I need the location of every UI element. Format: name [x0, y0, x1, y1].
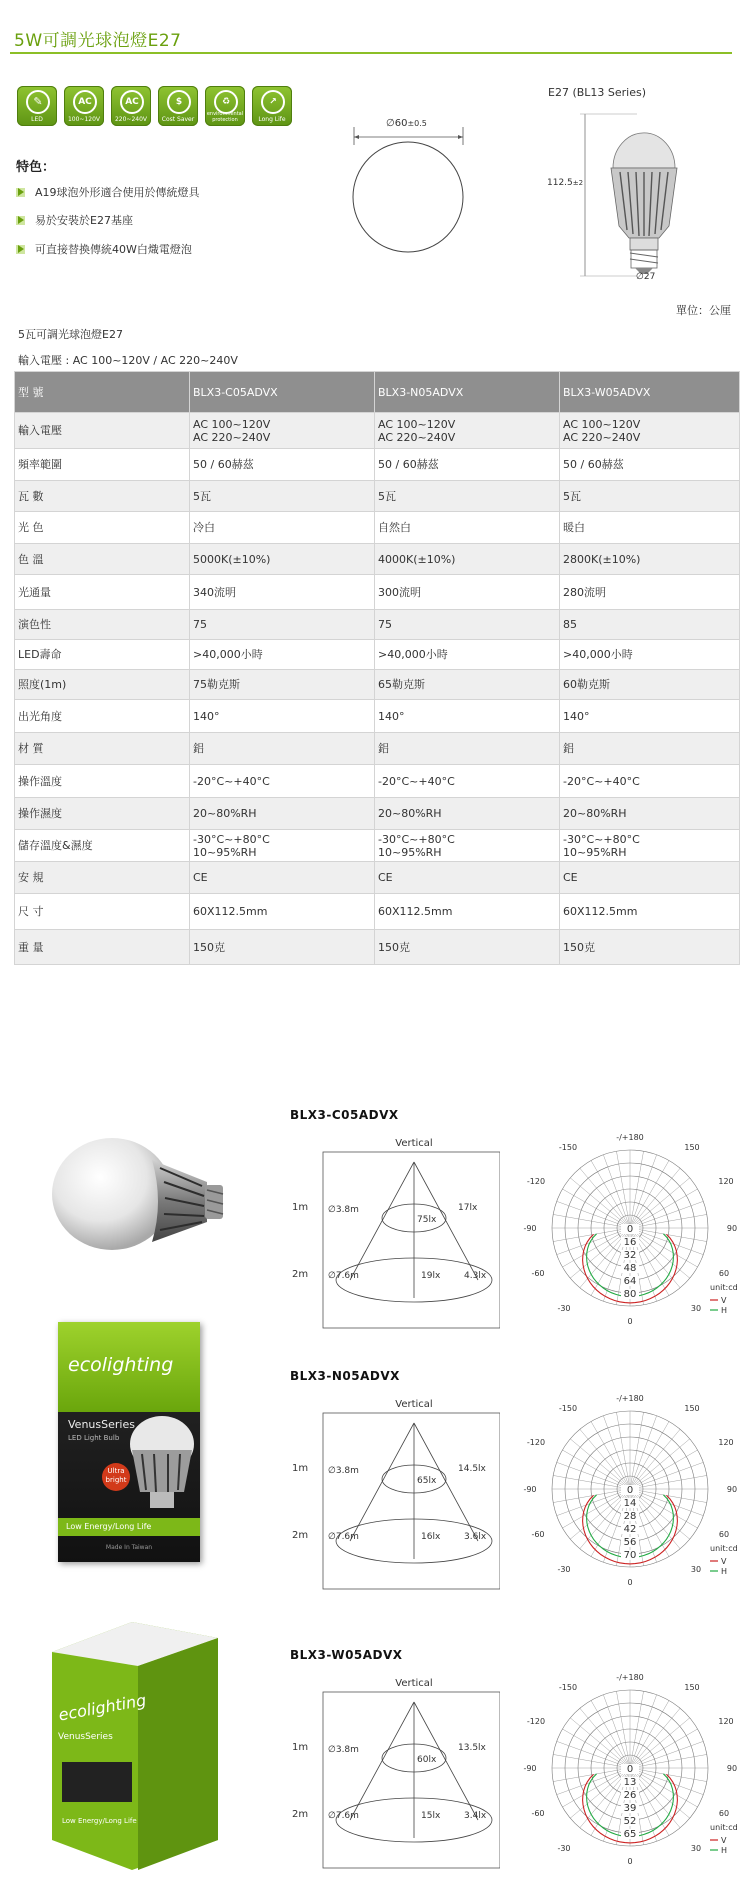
spec-cell [560, 930, 740, 965]
spec-row [15, 700, 740, 733]
spec-cell [190, 512, 375, 544]
arrow-bullet-icon [16, 245, 25, 254]
angle-label: -90 [523, 1224, 537, 1233]
spec-row-label: 儲存溫度&濕度 [15, 830, 190, 862]
spec-header-label: 型 號 [15, 372, 190, 413]
spec-cell-line: 20~80%RH [193, 807, 257, 820]
tagline-angled: Low Energy/Long Life [62, 1817, 137, 1825]
spec-row [15, 544, 740, 575]
spec-cell [190, 930, 375, 965]
spec-cell-line: 10~95%RH [193, 845, 257, 859]
model-title: BLX3-W05ADVX [290, 1648, 403, 1662]
spec-cell-line: 自然白 [378, 521, 411, 534]
angle-label: -30 [557, 1844, 571, 1853]
ring-value-label: 14 [623, 1498, 637, 1509]
spec-row-label: 重 量 [15, 930, 190, 965]
spec-row [15, 894, 740, 930]
angle-label: -30 [557, 1565, 571, 1574]
badge-label: 220~240V [114, 116, 148, 123]
spec-cell-line: 4000K(±10%) [378, 552, 456, 566]
spec-cell-line: 5瓦 [193, 489, 211, 503]
spec-cell-line: 75勒克斯 [193, 678, 240, 691]
angle-label: 90 [726, 1224, 738, 1233]
ring-value-label: 0 [626, 1764, 634, 1775]
spec-cell-line: 5瓦 [563, 489, 581, 503]
series-name: VenusSeries [68, 1418, 135, 1431]
angle-label: 60 [718, 1530, 730, 1539]
spec-cell [190, 610, 375, 640]
spec-row-label: 安 規 [15, 862, 190, 894]
spec-cell-line: 150克 [563, 940, 595, 954]
ring-value-label: 0 [626, 1485, 634, 1496]
base-diameter-label: ∅27 [636, 272, 656, 282]
edge-lux-1m: 14.5lx [458, 1464, 486, 1474]
spec-cell [190, 830, 375, 862]
center-lux-1m: 65lx [417, 1476, 437, 1486]
circle-diameter-1m: ∅3.8m [328, 1745, 359, 1755]
spec-cell-line: 10~95%RH [378, 845, 442, 859]
distance-1m-label: 1m [292, 1742, 309, 1753]
center-lux-2m: 15lx [421, 1811, 441, 1821]
center-lux-1m: 75lx [417, 1215, 437, 1225]
spec-cell [375, 544, 560, 575]
angle-label: 60 [718, 1809, 730, 1818]
ring-value-label: 56 [623, 1537, 637, 1548]
model-title: BLX3-N05ADVX [290, 1369, 400, 1383]
legend-h-label: H [721, 1567, 728, 1576]
spec-cell-line: 5000K(±10%) [193, 552, 271, 566]
angle-label: -150 [558, 1683, 578, 1692]
spec-row [15, 670, 740, 700]
spec-cell-line: CE [193, 871, 208, 884]
spec-cell-line: 75 [378, 618, 392, 631]
angle-label: 150 [684, 1404, 700, 1413]
spec-cell-line: 140° [563, 709, 590, 723]
features-title: 特色： [16, 160, 56, 175]
spec-row-label: 尺 寸 [15, 894, 190, 930]
circle-diameter-1m: ∅3.8m [328, 1466, 359, 1476]
angle-label: 150 [684, 1683, 700, 1692]
spec-table [14, 371, 740, 965]
center-lux-2m: 16lx [421, 1532, 441, 1542]
angle-label: -/+180 [616, 1133, 644, 1142]
product-box-angled [42, 1612, 218, 1870]
spec-cell [190, 765, 375, 798]
ring-value-label: 28 [623, 1511, 637, 1522]
legend-h-label: H [721, 1846, 728, 1855]
ring-value-label: 42 [623, 1524, 637, 1535]
spec-row-label: 光通量 [15, 575, 190, 610]
legend-v-label: V [721, 1296, 727, 1305]
ring-value-label: 16 [623, 1237, 637, 1248]
box-bulb-image [124, 1414, 198, 1514]
spec-cell-line: -30°C~+80°C [193, 832, 270, 846]
feature-badges [17, 86, 292, 126]
spec-cell [190, 640, 375, 670]
spec-row [15, 733, 740, 765]
product-name: LED Light Bulb [68, 1434, 120, 1442]
spec-row [15, 449, 740, 481]
circle-diameter-2m: ∅7.6m [328, 1532, 359, 1542]
spec-cell-line: 暖白 [563, 521, 585, 534]
spec-cell-line: -20°C~+40°C [193, 774, 270, 788]
series-name-angled: VenusSeries [58, 1732, 113, 1742]
spec-cell-line: 50 / 60赫茲 [193, 458, 254, 471]
spec-cell [375, 894, 560, 930]
distance-1m-label: 1m [292, 1463, 309, 1474]
spec-cell [375, 733, 560, 765]
long-life-icon: ↗ Long Life [252, 86, 292, 126]
angle-label: -60 [531, 1530, 545, 1539]
ring-value-label: 13 [623, 1777, 637, 1788]
angle-label: 0 [627, 1857, 633, 1866]
spec-row-label: 輸入電壓 [15, 413, 190, 449]
spec-cell-line: 340流明 [193, 585, 236, 599]
spec-cell-line: 50 / 60赫茲 [378, 458, 439, 471]
spec-row [15, 830, 740, 862]
spec-cell [375, 862, 560, 894]
feature-item: 易於安裝於E27基座 [16, 212, 133, 228]
spec-cell [375, 830, 560, 862]
angle-label: 0 [627, 1578, 633, 1587]
spec-cell [560, 575, 740, 610]
spec-cell [560, 449, 740, 481]
spec-cell-line: -20°C~+40°C [563, 774, 640, 788]
spec-cell-line: 冷白 [193, 521, 215, 534]
circle-diameter-2m: ∅7.6m [328, 1271, 359, 1281]
spec-cell-line: 鋁 [563, 742, 574, 755]
spec-cell-line: >40,000小時 [378, 648, 448, 661]
spec-cell-line: AC 220~240V [563, 430, 641, 444]
spec-cell [375, 640, 560, 670]
spec-cell [560, 733, 740, 765]
spec-cell-line: >40,000小時 [563, 648, 633, 661]
spec-cell-line: 50 / 60赫茲 [563, 458, 624, 471]
angle-label: -120 [526, 1717, 546, 1726]
spec-cell [560, 765, 740, 798]
height-label: 112.5±2 [547, 178, 584, 188]
spec-row [15, 481, 740, 512]
spec-row-label: 瓦 數 [15, 481, 190, 512]
ac-icon: AC 220~240V [111, 86, 151, 126]
spec-row [15, 413, 740, 449]
spec-cell-line: 140° [193, 709, 220, 723]
center-lux-1m: 60lx [417, 1755, 437, 1765]
spec-row-label: 頻率範圍 [15, 449, 190, 481]
ring-value-label: 48 [623, 1263, 637, 1274]
ring-value-label: 26 [623, 1790, 637, 1801]
spec-cell-line: 鋁 [193, 742, 204, 755]
distance-1m-label: 1m [292, 1202, 309, 1213]
spec-header-row [15, 372, 740, 413]
feature-item: 可直接替換傳統40W白熾電燈泡 [16, 241, 192, 257]
spec-cell-line: 140° [378, 709, 405, 723]
spec-header-model: BLX3-N05ADVX [375, 372, 560, 413]
spec-row [15, 765, 740, 798]
spec-cell [560, 640, 740, 670]
spec-cell-line: 150克 [378, 940, 410, 954]
spec-cell [190, 798, 375, 830]
badge-label: Cost Saver [161, 116, 195, 123]
made-in: Made In Taiwan [105, 1544, 153, 1551]
bulb-photo [42, 1130, 227, 1255]
angle-label: 60 [718, 1269, 730, 1278]
spec-row [15, 512, 740, 544]
ring-value-label: 65 [623, 1829, 637, 1840]
angle-label: -120 [526, 1438, 546, 1447]
angle-label: 30 [690, 1844, 702, 1853]
edge-lux-2m: 4.3lx [464, 1271, 487, 1281]
ring-value-label: 80 [623, 1289, 637, 1300]
spec-row [15, 798, 740, 830]
spec-cell [190, 575, 375, 610]
spec-cell [560, 481, 740, 512]
vertical-label: Vertical [395, 1138, 433, 1149]
spec-cell-line: 150克 [193, 940, 225, 954]
edge-lux-1m: 17lx [458, 1203, 478, 1213]
angle-label: -150 [558, 1143, 578, 1152]
spec-cell [560, 894, 740, 930]
spec-cell [190, 733, 375, 765]
angle-label: -150 [558, 1404, 578, 1413]
spec-row-label: 出光角度 [15, 700, 190, 733]
spec-cell-line: 60X112.5mm [193, 905, 268, 918]
spec-row-label: 光 色 [15, 512, 190, 544]
angle-label: -120 [526, 1177, 546, 1186]
diameter-label: ∅60±0.5 [386, 118, 427, 129]
spec-cell [375, 449, 560, 481]
tagline: Low Energy/Long Life [58, 1518, 200, 1536]
angle-label: -90 [523, 1764, 537, 1773]
spec-cell [375, 575, 560, 610]
vertical-label: Vertical [395, 1678, 433, 1689]
spec-row-label: LED壽命 [15, 640, 190, 670]
spec-cell [375, 413, 560, 449]
spec-row-label: 照度(1m) [15, 670, 190, 700]
center-lux-2m: 19lx [421, 1271, 441, 1281]
spec-row [15, 575, 740, 610]
spec-cell [375, 765, 560, 798]
spec-cell-line: 280流明 [563, 585, 606, 599]
spec-caption: 5瓦可調光球泡燈E27 [18, 328, 123, 341]
spec-cell-line: 60X112.5mm [378, 905, 453, 918]
angle-label: 150 [684, 1143, 700, 1152]
feature-item: A19球泡外形適合使用於傳統燈具 [16, 184, 200, 200]
page-title: 5W可調光球泡燈E27 [14, 31, 182, 51]
spec-cell-line: 2800K(±10%) [563, 552, 641, 566]
spec-cell [190, 894, 375, 930]
spec-cell [560, 862, 740, 894]
spec-cell [375, 610, 560, 640]
ring-value-label: 39 [623, 1803, 637, 1814]
spec-cell [190, 862, 375, 894]
spec-cell-line: -30°C~+80°C [563, 832, 640, 846]
badge-label: LED [31, 116, 43, 123]
spec-row [15, 930, 740, 965]
edge-lux-2m: 3.6lx [464, 1532, 487, 1542]
spec-cell [560, 544, 740, 575]
unit-label: unit:cd [710, 1283, 738, 1292]
illuminance-cone-diagram [280, 1670, 500, 1870]
environmental-icon: ♻ environmental protection [205, 86, 245, 126]
arrow-bullet-icon [16, 216, 25, 225]
angle-label: -60 [531, 1809, 545, 1818]
spec-cell-line: CE [378, 871, 393, 884]
angle-label: 90 [726, 1764, 738, 1773]
badge-label: environmental protection [206, 111, 244, 123]
ring-value-label: 52 [623, 1816, 637, 1827]
spec-cell-line: AC 100~120V [193, 417, 271, 431]
ring-value-label: 32 [623, 1250, 637, 1261]
spec-cell [190, 413, 375, 449]
spec-cell-line: AC 220~240V [378, 430, 456, 444]
spec-cell [375, 930, 560, 965]
title-divider [10, 52, 732, 54]
unit-label: unit:cd [710, 1823, 738, 1832]
angle-label: -60 [531, 1269, 545, 1278]
spec-cell [375, 512, 560, 544]
spec-cell-line: AC 100~120V [563, 417, 641, 431]
spec-header-model: BLX3-C05ADVX [190, 372, 375, 413]
angle-label: 30 [690, 1565, 702, 1574]
spec-row-label: 操作濕度 [15, 798, 190, 830]
led-pencil-icon: ✎ LED [17, 86, 57, 126]
ring-value-label: 0 [626, 1224, 634, 1235]
spec-cell [375, 700, 560, 733]
badge-label: 100~120V [67, 116, 101, 123]
spec-cell-line: 20~80%RH [563, 807, 627, 820]
spec-row-label: 操作溫度 [15, 765, 190, 798]
spec-cell-line: -30°C~+80°C [378, 832, 455, 846]
spec-cell [560, 670, 740, 700]
spec-cell-line: AC 100~120V [378, 417, 456, 431]
legend-v-label: V [721, 1836, 727, 1845]
spec-cell [560, 700, 740, 733]
spec-cell-line: 300流明 [378, 585, 421, 599]
input-voltage-caption: 輸入電壓 : AC 100~120V / AC 220~240V [18, 354, 238, 367]
spec-cell-line: 65勒克斯 [378, 678, 425, 691]
ultra-bright-badge: Ultra bright [102, 1463, 130, 1491]
spec-cell [190, 670, 375, 700]
spec-row-label: 演色性 [15, 610, 190, 640]
spec-row [15, 862, 740, 894]
distance-2m-label: 2m [292, 1530, 309, 1541]
polar-intensity-chart [520, 1668, 740, 1868]
spec-row-label: 色 溫 [15, 544, 190, 575]
ring-value-label: 70 [623, 1550, 637, 1561]
angle-label: 120 [718, 1177, 734, 1186]
ac-icon: AC 100~120V [64, 86, 104, 126]
spec-cell [190, 449, 375, 481]
polar-intensity-chart [520, 1128, 740, 1328]
spec-cell [375, 798, 560, 830]
illuminance-cone-diagram [280, 1391, 500, 1591]
angle-label: 0 [627, 1317, 633, 1326]
spec-cell [190, 481, 375, 512]
spec-cell-line: 75 [193, 618, 207, 631]
angle-label: -/+180 [616, 1673, 644, 1682]
edge-lux-2m: 3.4lx [464, 1811, 487, 1821]
spec-cell [375, 670, 560, 700]
spec-cell-line: CE [563, 871, 578, 884]
spec-cell [560, 798, 740, 830]
circle-diameter-1m: ∅3.8m [328, 1205, 359, 1215]
spec-cell-line: 20~80%RH [378, 807, 442, 820]
angle-label: 120 [718, 1717, 734, 1726]
spec-cell-line: AC 220~240V [193, 430, 271, 444]
spec-cell [375, 481, 560, 512]
spec-cell-line: 60勒克斯 [563, 678, 610, 691]
circle-diameter-2m: ∅7.6m [328, 1811, 359, 1821]
distance-2m-label: 2m [292, 1809, 309, 1820]
spec-cell-line: 鋁 [378, 742, 389, 755]
ring-value-label: 64 [623, 1276, 637, 1287]
spec-header-model: BLX3-W05ADVX [560, 372, 740, 413]
spec-cell [560, 830, 740, 862]
vertical-label: Vertical [395, 1399, 433, 1410]
polar-intensity-chart [520, 1389, 740, 1589]
edge-lux-1m: 13.5lx [458, 1743, 486, 1753]
spec-row [15, 610, 740, 640]
angle-label: 90 [726, 1485, 738, 1494]
spec-cell-line: >40,000小時 [193, 648, 263, 661]
unit-note: 單位：公厘 [676, 304, 731, 317]
distance-2m-label: 2m [292, 1269, 309, 1280]
brand-name-angled: ecolighting [57, 1690, 148, 1725]
unit-label: unit:cd [710, 1544, 738, 1553]
diameter-drawing [345, 115, 475, 255]
angle-label: 30 [690, 1304, 702, 1313]
series-label: E27 (BL13 Series) [548, 86, 647, 99]
spec-cell [190, 544, 375, 575]
model-title: BLX3-C05ADVX [290, 1108, 399, 1122]
spec-cell [190, 700, 375, 733]
brand-name: ecolighting [68, 1354, 174, 1376]
spec-cell-line: 60X112.5mm [563, 905, 638, 918]
angle-label: -/+180 [616, 1394, 644, 1403]
spec-cell-line: 5瓦 [378, 489, 396, 503]
spec-row [15, 640, 740, 670]
spec-cell [560, 610, 740, 640]
product-box-front [58, 1322, 200, 1562]
legend-h-label: H [721, 1306, 728, 1315]
badge-label: Long Life [258, 116, 286, 123]
angle-label: -90 [523, 1485, 537, 1494]
illuminance-cone-diagram [280, 1130, 500, 1330]
spec-cell [560, 512, 740, 544]
spec-cell [560, 413, 740, 449]
legend-v-label: V [721, 1557, 727, 1566]
spec-cell-line: 85 [563, 618, 577, 631]
spec-cell-line: -20°C~+40°C [378, 774, 455, 788]
arrow-bullet-icon [16, 188, 25, 197]
spec-row-label: 材 質 [15, 733, 190, 765]
angle-label: 120 [718, 1438, 734, 1447]
angle-label: -30 [557, 1304, 571, 1313]
cost-saver-icon: $ Cost Saver [158, 86, 198, 126]
spec-cell-line: 10~95%RH [563, 845, 627, 859]
bulb-side-drawing [575, 108, 695, 288]
